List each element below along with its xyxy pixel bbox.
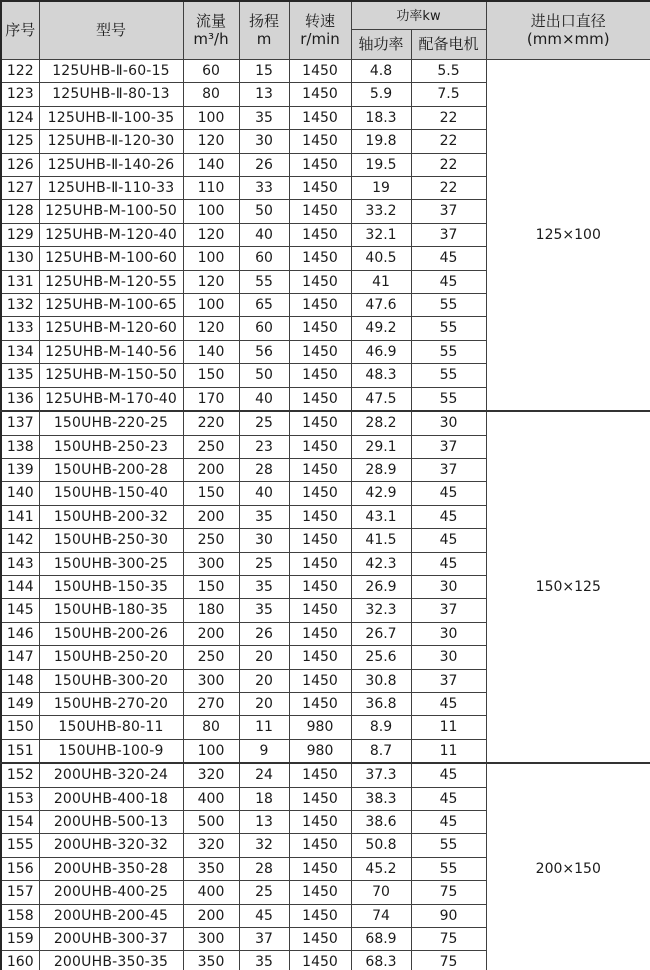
cell-serial: 142 [1, 529, 39, 552]
cell-shaft-power: 45.2 [351, 857, 411, 880]
cell-speed: 1450 [289, 928, 351, 951]
cell-model: 125UHB-M-140-56 [39, 340, 183, 363]
cell-serial: 135 [1, 364, 39, 387]
cell-speed: 1450 [289, 482, 351, 505]
cell-head: 18 [239, 787, 289, 810]
cell-shaft-power: 68.3 [351, 951, 411, 970]
header-flow-label: 流量 [195, 12, 226, 31]
cell-serial: 157 [1, 881, 39, 904]
header-diameter-label: 进出口直径 [530, 12, 606, 31]
cell-model: 150UHB-100-9 [39, 739, 183, 763]
cell-speed: 1450 [289, 857, 351, 880]
cell-model: 150UHB-270-20 [39, 692, 183, 715]
cell-shaft-power: 28.2 [351, 411, 411, 435]
cell-head: 50 [239, 200, 289, 223]
cell-shaft-power: 29.1 [351, 435, 411, 458]
cell-motor-power: 45 [411, 247, 486, 270]
cell-motor-power: 22 [411, 106, 486, 129]
cell-serial: 146 [1, 622, 39, 645]
cell-speed: 1450 [289, 787, 351, 810]
cell-motor-power: 90 [411, 904, 486, 927]
header-serial: 序号 [1, 1, 39, 60]
cell-head: 55 [239, 270, 289, 293]
cell-shaft-power: 37.3 [351, 763, 411, 787]
cell-model: 200UHB-320-32 [39, 834, 183, 857]
cell-motor-power: 37 [411, 200, 486, 223]
cell-serial: 149 [1, 692, 39, 715]
cell-shaft-power: 4.8 [351, 60, 411, 83]
cell-model: 150UHB-150-40 [39, 482, 183, 505]
cell-model: 200UHB-350-35 [39, 951, 183, 970]
cell-flow: 120 [183, 130, 239, 153]
cell-serial: 124 [1, 106, 39, 129]
cell-flow: 200 [183, 505, 239, 528]
cell-flow: 350 [183, 951, 239, 970]
cell-flow: 110 [183, 177, 239, 200]
cell-flow: 350 [183, 857, 239, 880]
cell-head: 13 [239, 811, 289, 834]
cell-model: 125UHB-Ⅱ-60-15 [39, 60, 183, 83]
cell-motor-power: 45 [411, 270, 486, 293]
cell-motor-power: 45 [411, 811, 486, 834]
cell-flow: 100 [183, 200, 239, 223]
cell-speed: 1450 [289, 294, 351, 317]
cell-model: 125UHB-M-120-40 [39, 223, 183, 246]
cell-speed: 1450 [289, 223, 351, 246]
cell-serial: 144 [1, 575, 39, 598]
cell-shaft-power: 74 [351, 904, 411, 927]
cell-serial: 128 [1, 200, 39, 223]
cell-flow: 100 [183, 106, 239, 129]
cell-model: 125UHB-M-100-60 [39, 247, 183, 270]
cell-shaft-power: 19 [351, 177, 411, 200]
cell-flow: 300 [183, 552, 239, 575]
table-header [1, 1, 650, 60]
cell-flow: 500 [183, 811, 239, 834]
cell-serial: 137 [1, 411, 39, 435]
cell-flow: 250 [183, 529, 239, 552]
cell-head: 9 [239, 739, 289, 763]
cell-model: 200UHB-300-37 [39, 928, 183, 951]
cell-model: 200UHB-320-24 [39, 763, 183, 787]
cell-speed: 1450 [289, 247, 351, 270]
cell-motor-power: 45 [411, 529, 486, 552]
cell-head: 23 [239, 435, 289, 458]
cell-head: 26 [239, 153, 289, 176]
cell-motor-power: 75 [411, 881, 486, 904]
cell-head: 37 [239, 928, 289, 951]
cell-motor-power: 30 [411, 411, 486, 435]
cell-shaft-power: 43.1 [351, 505, 411, 528]
cell-motor-power: 45 [411, 763, 486, 787]
cell-speed: 1450 [289, 130, 351, 153]
cell-speed: 1450 [289, 904, 351, 927]
cell-head: 45 [239, 904, 289, 927]
cell-head: 15 [239, 60, 289, 83]
cell-speed: 1450 [289, 387, 351, 411]
cell-model: 200UHB-200-45 [39, 904, 183, 927]
cell-shaft-power: 28.9 [351, 458, 411, 481]
cell-flow: 400 [183, 881, 239, 904]
cell-flow: 180 [183, 599, 239, 622]
cell-motor-power: 37 [411, 435, 486, 458]
cell-flow: 400 [183, 787, 239, 810]
cell-head: 35 [239, 599, 289, 622]
cell-model: 125UHB-M-170-40 [39, 387, 183, 411]
cell-flow: 250 [183, 435, 239, 458]
cell-head: 40 [239, 387, 289, 411]
cell-motor-power: 45 [411, 692, 486, 715]
cell-serial: 138 [1, 435, 39, 458]
table-row [1, 763, 650, 787]
cell-flow: 140 [183, 153, 239, 176]
cell-flow: 80 [183, 716, 239, 739]
cell-speed: 1450 [289, 692, 351, 715]
cell-shaft-power: 32.1 [351, 223, 411, 246]
cell-speed: 1450 [289, 60, 351, 83]
cell-motor-power: 45 [411, 552, 486, 575]
header-head [239, 1, 289, 60]
cell-serial: 126 [1, 153, 39, 176]
cell-shaft-power: 68.9 [351, 928, 411, 951]
cell-speed: 1450 [289, 435, 351, 458]
cell-serial: 158 [1, 904, 39, 927]
cell-shaft-power: 5.9 [351, 83, 411, 106]
cell-flow: 200 [183, 458, 239, 481]
cell-serial: 123 [1, 83, 39, 106]
cell-speed: 980 [289, 716, 351, 739]
cell-diameter: 150×125 [486, 411, 650, 763]
cell-model: 125UHB-M-120-55 [39, 270, 183, 293]
cell-serial: 139 [1, 458, 39, 481]
cell-flow: 300 [183, 928, 239, 951]
cell-head: 28 [239, 857, 289, 880]
cell-serial: 159 [1, 928, 39, 951]
cell-model: 150UHB-80-11 [39, 716, 183, 739]
cell-head: 35 [239, 505, 289, 528]
cell-model: 125UHB-M-120-60 [39, 317, 183, 340]
cell-motor-power: 22 [411, 130, 486, 153]
cell-flow: 120 [183, 223, 239, 246]
cell-motor-power: 45 [411, 787, 486, 810]
cell-speed: 980 [289, 739, 351, 763]
cell-head: 56 [239, 340, 289, 363]
cell-flow: 270 [183, 692, 239, 715]
cell-motor-power: 37 [411, 458, 486, 481]
header-power-group [351, 1, 486, 30]
cell-shaft-power: 42.9 [351, 482, 411, 505]
header-head-label: 扬程 [248, 12, 279, 31]
cell-head: 25 [239, 881, 289, 904]
cell-model: 150UHB-200-32 [39, 505, 183, 528]
cell-serial: 140 [1, 482, 39, 505]
header-flow-unit: m³/h [193, 29, 229, 48]
cell-shaft-power: 8.7 [351, 739, 411, 763]
cell-speed: 1450 [289, 153, 351, 176]
cell-model: 150UHB-300-20 [39, 669, 183, 692]
cell-motor-power: 30 [411, 622, 486, 645]
cell-head: 25 [239, 411, 289, 435]
cell-flow: 200 [183, 622, 239, 645]
cell-head: 20 [239, 692, 289, 715]
cell-motor-power: 55 [411, 387, 486, 411]
cell-head: 30 [239, 529, 289, 552]
cell-motor-power: 75 [411, 928, 486, 951]
cell-head: 28 [239, 458, 289, 481]
cell-speed: 1450 [289, 763, 351, 787]
cell-speed: 1450 [289, 881, 351, 904]
cell-motor-power: 55 [411, 834, 486, 857]
cell-serial: 160 [1, 951, 39, 970]
cell-model: 200UHB-400-18 [39, 787, 183, 810]
cell-shaft-power: 40.5 [351, 247, 411, 270]
cell-model: 150UHB-250-20 [39, 646, 183, 669]
cell-shaft-power: 8.9 [351, 716, 411, 739]
cell-shaft-power: 47.5 [351, 387, 411, 411]
cell-model: 200UHB-400-25 [39, 881, 183, 904]
cell-model: 125UHB-Ⅱ-110-33 [39, 177, 183, 200]
cell-motor-power: 55 [411, 857, 486, 880]
header-speed-unit: r/min [300, 29, 340, 48]
header-speed [289, 1, 351, 60]
cell-speed: 1450 [289, 669, 351, 692]
cell-flow: 100 [183, 247, 239, 270]
cell-serial: 145 [1, 599, 39, 622]
cell-flow: 60 [183, 60, 239, 83]
cell-shaft-power: 41 [351, 270, 411, 293]
cell-flow: 150 [183, 575, 239, 598]
cell-model: 150UHB-220-25 [39, 411, 183, 435]
cell-shaft-power: 18.3 [351, 106, 411, 129]
cell-model: 125UHB-Ⅱ-100-35 [39, 106, 183, 129]
cell-speed: 1450 [289, 646, 351, 669]
cell-motor-power: 5.5 [411, 60, 486, 83]
cell-speed: 1450 [289, 575, 351, 598]
cell-speed: 1450 [289, 83, 351, 106]
cell-diameter: 125×100 [486, 60, 650, 412]
cell-serial: 154 [1, 811, 39, 834]
cell-motor-power: 11 [411, 716, 486, 739]
cell-speed: 1450 [289, 951, 351, 970]
table-row [1, 60, 650, 83]
cell-head: 26 [239, 622, 289, 645]
header-head-unit: m [256, 29, 272, 48]
cell-motor-power: 55 [411, 294, 486, 317]
cell-shaft-power: 26.7 [351, 622, 411, 645]
cell-shaft-power: 33.2 [351, 200, 411, 223]
cell-speed: 1450 [289, 622, 351, 645]
cell-model: 200UHB-500-13 [39, 811, 183, 834]
cell-shaft-power: 30.8 [351, 669, 411, 692]
cell-model: 150UHB-180-35 [39, 599, 183, 622]
cell-serial: 143 [1, 552, 39, 575]
cell-serial: 155 [1, 834, 39, 857]
cell-flow: 100 [183, 294, 239, 317]
cell-head: 35 [239, 951, 289, 970]
header-power-label: 功率kw [396, 8, 441, 24]
cell-head: 32 [239, 834, 289, 857]
cell-flow: 80 [183, 83, 239, 106]
cell-head: 11 [239, 716, 289, 739]
cell-flow: 120 [183, 270, 239, 293]
cell-model: 150UHB-250-30 [39, 529, 183, 552]
cell-motor-power: 45 [411, 505, 486, 528]
cell-shaft-power: 38.3 [351, 787, 411, 810]
cell-motor-power: 37 [411, 669, 486, 692]
cell-motor-power: 55 [411, 340, 486, 363]
cell-flow: 150 [183, 364, 239, 387]
cell-head: 30 [239, 130, 289, 153]
cell-flow: 200 [183, 904, 239, 927]
cell-shaft-power: 48.3 [351, 364, 411, 387]
cell-head: 65 [239, 294, 289, 317]
cell-serial: 130 [1, 247, 39, 270]
cell-motor-power: 37 [411, 599, 486, 622]
header-shaft-power: 轴功率 [351, 30, 411, 60]
cell-serial: 150 [1, 716, 39, 739]
cell-model: 125UHB-Ⅱ-120-30 [39, 130, 183, 153]
cell-shaft-power: 47.6 [351, 294, 411, 317]
cell-shaft-power: 19.8 [351, 130, 411, 153]
cell-shaft-power: 26.9 [351, 575, 411, 598]
cell-shaft-power: 49.2 [351, 317, 411, 340]
cell-serial: 147 [1, 646, 39, 669]
header-speed-label: 转速 [304, 12, 335, 31]
cell-head: 60 [239, 317, 289, 340]
cell-model: 125UHB-Ⅱ-140-26 [39, 153, 183, 176]
cell-head: 13 [239, 83, 289, 106]
cell-flow: 150 [183, 482, 239, 505]
cell-flow: 220 [183, 411, 239, 435]
cell-motor-power: 7.5 [411, 83, 486, 106]
cell-speed: 1450 [289, 505, 351, 528]
cell-serial: 153 [1, 787, 39, 810]
header-diameter [486, 1, 650, 60]
cell-head: 40 [239, 223, 289, 246]
cell-head: 50 [239, 364, 289, 387]
cell-speed: 1450 [289, 364, 351, 387]
cell-speed: 1450 [289, 599, 351, 622]
cell-head: 35 [239, 106, 289, 129]
cell-flow: 140 [183, 340, 239, 363]
cell-speed: 1450 [289, 834, 351, 857]
cell-shaft-power: 19.5 [351, 153, 411, 176]
cell-model: 125UHB-M-100-65 [39, 294, 183, 317]
cell-shaft-power: 42.3 [351, 552, 411, 575]
header-flow [183, 1, 239, 60]
cell-model: 200UHB-350-28 [39, 857, 183, 880]
header-model: 型号 [39, 1, 183, 60]
cell-speed: 1450 [289, 177, 351, 200]
cell-serial: 129 [1, 223, 39, 246]
cell-shaft-power: 38.6 [351, 811, 411, 834]
cell-shaft-power: 36.8 [351, 692, 411, 715]
cell-flow: 170 [183, 387, 239, 411]
cell-motor-power: 55 [411, 317, 486, 340]
cell-serial: 133 [1, 317, 39, 340]
header-diameter-unit: (mm×mm) [526, 29, 610, 48]
cell-motor-power: 22 [411, 153, 486, 176]
cell-motor-power: 30 [411, 646, 486, 669]
cell-speed: 1450 [289, 340, 351, 363]
cell-shaft-power: 25.6 [351, 646, 411, 669]
table-row [1, 411, 650, 435]
cell-speed: 1450 [289, 106, 351, 129]
cell-model: 150UHB-150-35 [39, 575, 183, 598]
cell-diameter: 200×150 [486, 763, 650, 970]
cell-shaft-power: 50.8 [351, 834, 411, 857]
cell-model: 150UHB-200-28 [39, 458, 183, 481]
cell-flow: 320 [183, 834, 239, 857]
cell-shaft-power: 41.5 [351, 529, 411, 552]
cell-head: 60 [239, 247, 289, 270]
cell-motor-power: 45 [411, 482, 486, 505]
cell-shaft-power: 32.3 [351, 599, 411, 622]
cell-shaft-power: 46.9 [351, 340, 411, 363]
cell-motor-power: 75 [411, 951, 486, 970]
cell-head: 20 [239, 669, 289, 692]
cell-flow: 300 [183, 669, 239, 692]
cell-head: 35 [239, 575, 289, 598]
cell-model: 125UHB-Ⅱ-80-13 [39, 83, 183, 106]
cell-model: 125UHB-M-150-50 [39, 364, 183, 387]
cell-head: 25 [239, 552, 289, 575]
cell-speed: 1450 [289, 317, 351, 340]
cell-serial: 127 [1, 177, 39, 200]
cell-head: 33 [239, 177, 289, 200]
cell-motor-power: 55 [411, 364, 486, 387]
cell-model: 125UHB-M-100-50 [39, 200, 183, 223]
cell-head: 20 [239, 646, 289, 669]
cell-motor-power: 37 [411, 223, 486, 246]
cell-speed: 1450 [289, 529, 351, 552]
cell-serial: 136 [1, 387, 39, 411]
cell-serial: 156 [1, 857, 39, 880]
cell-speed: 1450 [289, 411, 351, 435]
cell-serial: 151 [1, 739, 39, 763]
cell-flow: 100 [183, 739, 239, 763]
cell-motor-power: 22 [411, 177, 486, 200]
cell-shaft-power: 70 [351, 881, 411, 904]
cell-serial: 122 [1, 60, 39, 83]
cell-speed: 1450 [289, 458, 351, 481]
cell-speed: 1450 [289, 200, 351, 223]
cell-head: 40 [239, 482, 289, 505]
cell-motor-power: 11 [411, 739, 486, 763]
cell-flow: 320 [183, 763, 239, 787]
cell-speed: 1450 [289, 270, 351, 293]
cell-serial: 148 [1, 669, 39, 692]
cell-speed: 1450 [289, 552, 351, 575]
cell-model: 150UHB-250-23 [39, 435, 183, 458]
cell-speed: 1450 [289, 811, 351, 834]
table-body [1, 60, 650, 970]
cell-serial: 132 [1, 294, 39, 317]
cell-serial: 125 [1, 130, 39, 153]
cell-motor-power: 30 [411, 575, 486, 598]
cell-serial: 131 [1, 270, 39, 293]
cell-flow: 250 [183, 646, 239, 669]
cell-flow: 120 [183, 317, 239, 340]
cell-model: 150UHB-300-25 [39, 552, 183, 575]
cell-serial: 152 [1, 763, 39, 787]
cell-serial: 134 [1, 340, 39, 363]
cell-head: 24 [239, 763, 289, 787]
cell-serial: 141 [1, 505, 39, 528]
cell-model: 150UHB-200-26 [39, 622, 183, 645]
header-motor-power: 配备电机 [411, 30, 486, 60]
